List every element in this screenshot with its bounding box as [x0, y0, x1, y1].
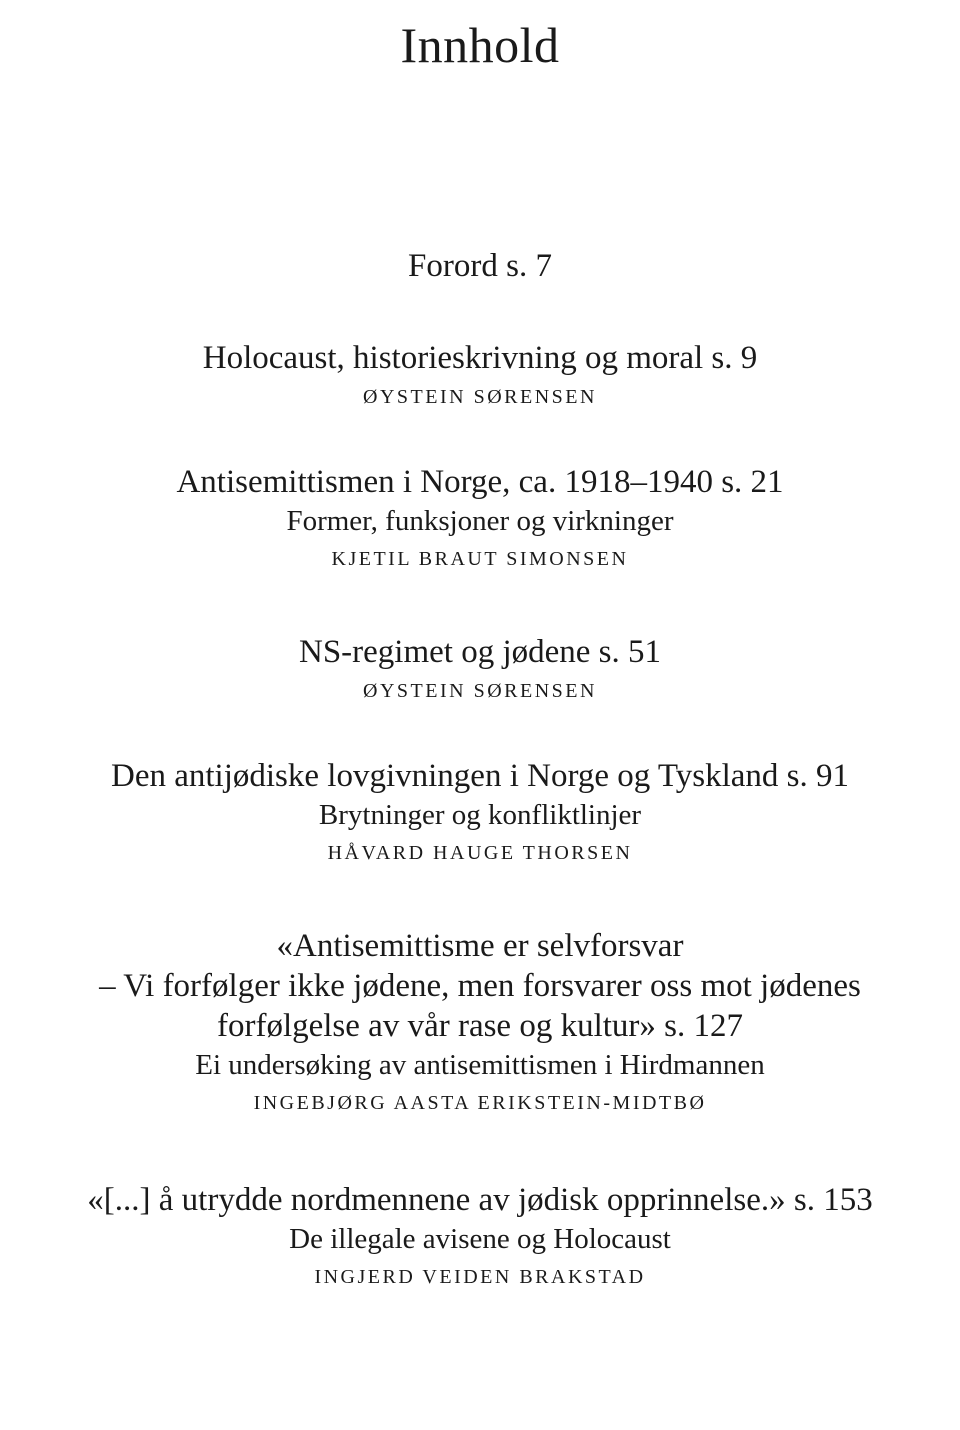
entry-title[interactable]: NS-regimet og jødene s. 51	[298, 634, 662, 670]
entry-title[interactable]: Antisemittismen i Norge, ca. 1918–1940 s. 21	[176, 464, 784, 500]
entry-title[interactable]: «[...] å utrydde nordmennene av jødisk opprinnelse.» s. 153	[87, 1182, 873, 1218]
toc-entry-antisemittisme-er-selvforsvar[interactable]	[40, 926, 920, 1118]
entry-author: ØYSTEIN SØRENSEN	[363, 680, 597, 702]
toc-entry-holocaust-historieskrivning[interactable]	[40, 338, 920, 412]
page-title: Innhold	[400, 17, 560, 73]
entry-subtitle: Brytninger og konfliktlinjer	[318, 799, 642, 831]
entry-subtitle: Ei undersøking av antisemittismen i Hirdmannen	[195, 1049, 765, 1081]
entry-title[interactable]: Forord s. 7	[408, 248, 552, 284]
toc-entry-antisemittismen-i-norge[interactable]	[40, 462, 920, 574]
entry-title[interactable]: Holocaust, historieskrivning og moral s. 9	[202, 340, 758, 376]
entry-author: HÅVARD HAUGE THORSEN	[327, 842, 633, 864]
entry-author: INGJERD VEIDEN BRAKSTAD	[314, 1266, 646, 1288]
toc-entry-utrydde-nordmennene[interactable]	[40, 1180, 920, 1292]
entry-title-line-3[interactable]: forfølgelse av vår rase og kultur» s. 127	[216, 1008, 744, 1044]
entry-title[interactable]: Den antijødiske lovgivningen i Norge og Tyskland s. 91	[111, 758, 849, 794]
entry-subtitle: De illegale avisene og Holocaust	[289, 1223, 671, 1255]
toc-entry-antijodiske-lovgivningen[interactable]	[40, 756, 920, 868]
toc-entry-forord[interactable]	[40, 246, 920, 286]
entry-subtitle: Former, funksjoner og virkninger	[286, 505, 674, 537]
entry-title-line-1[interactable]: «Antisemittisme er selvforsvar	[276, 928, 684, 964]
entry-author: KJETIL BRAUT SIMONSEN	[331, 548, 629, 570]
entry-author: INGEBJØRG AASTA ERIKSTEIN-MIDTBØ	[253, 1092, 707, 1114]
toc-entry-ns-regimet[interactable]	[40, 632, 920, 706]
entry-author: ØYSTEIN SØRENSEN	[363, 386, 597, 408]
entry-title-line-2[interactable]: – Vi forfølger ikke jødene, men forsvarer oss mot jødenes	[99, 968, 861, 1004]
